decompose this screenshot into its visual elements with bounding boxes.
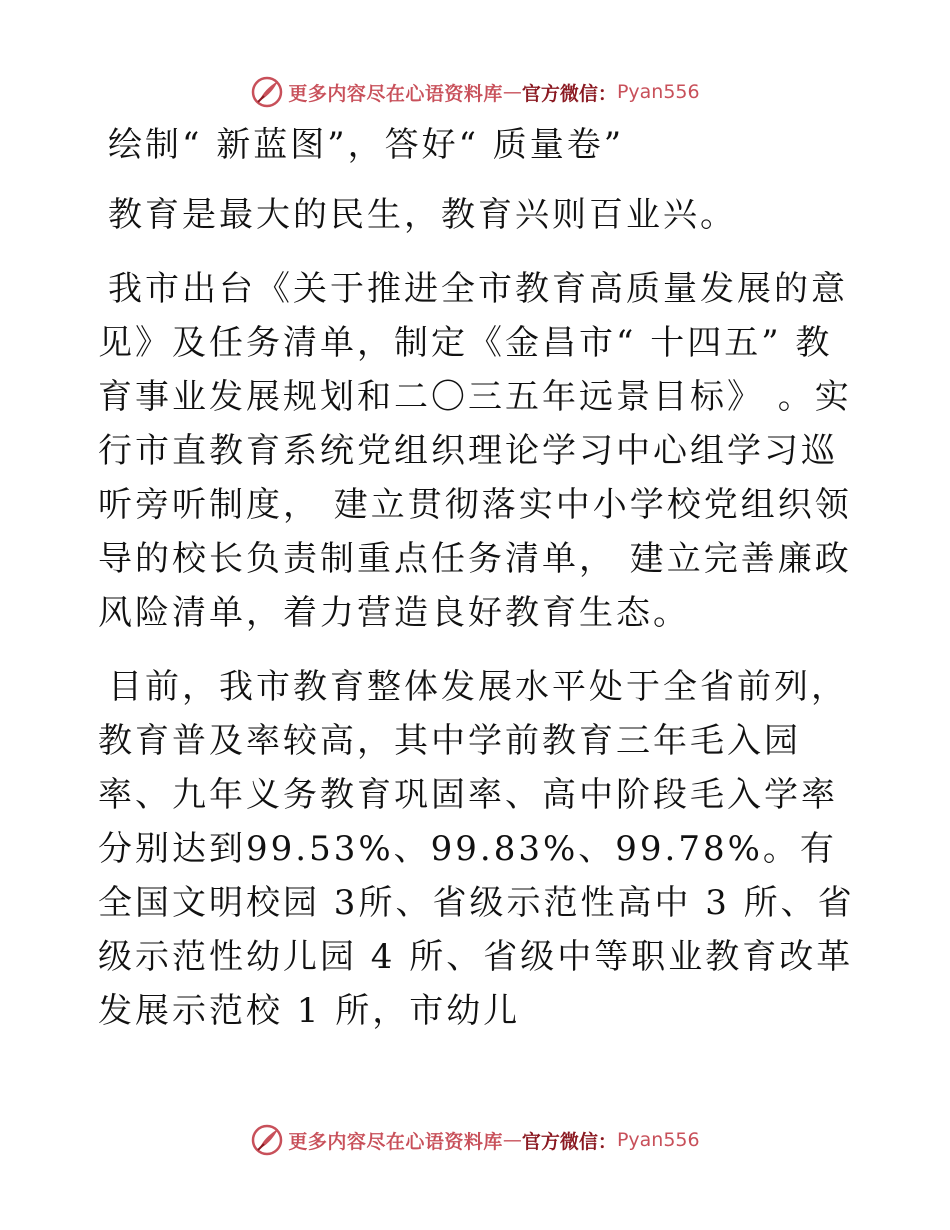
quill-logo-icon: [250, 1123, 284, 1157]
watermark-banner-bottom: [0, 1120, 950, 1160]
banner-official-label: 官方微信：: [521, 82, 617, 105]
banner-brand-text: 更多内容尽在心语资料库: [288, 1130, 503, 1153]
banner-separator: —: [502, 81, 522, 103]
paragraph-1: 教育是最大的民生，教育兴则百业兴。: [108, 195, 737, 235]
paragraph-3: 目前，我市教育整体发展水平处于全省前列，教育普及率较高，其中学前教育三年毛入园率、九年义务教育巩固率、高中阶段毛入学率分别达到99.53%、99.83%、99.78%。有全国文明校园 3所、省级示范性高中 3 所、省级示范性幼儿园 4 所、省级中等职业教育改革发展示范校 1 所，市幼儿: [98, 667, 855, 1031]
paragraph-2: 我市出台《关于推进全市教育高质量发展的意见》及任务清单，制定《金昌市“ 十四五” 教育事业发展规划和二〇三五年远景目标》 。实行市直教育系统党组织理论学习中心组学习巡听旁听制度， 建立贯彻落实中小学校党组织领导的校长负责制重点任务清单， 建立完善廉政风险清单，着力营造良好教育生态。: [98, 269, 852, 633]
banner-official-label: 官方微信：: [521, 1130, 617, 1153]
banner-brand-text: 更多内容尽在心语资料库: [288, 82, 503, 105]
document-body: [98, 118, 858, 1058]
banner-separator: —: [502, 1129, 522, 1151]
banner-account-id: Pyan556: [616, 81, 700, 103]
banner-account-id: Pyan556: [616, 1129, 700, 1151]
quill-logo-icon: [250, 75, 284, 109]
document-title: 绘制“ 新蓝图”，答好“ 质量卷”: [108, 125, 625, 165]
watermark-banner-top: [0, 72, 950, 112]
